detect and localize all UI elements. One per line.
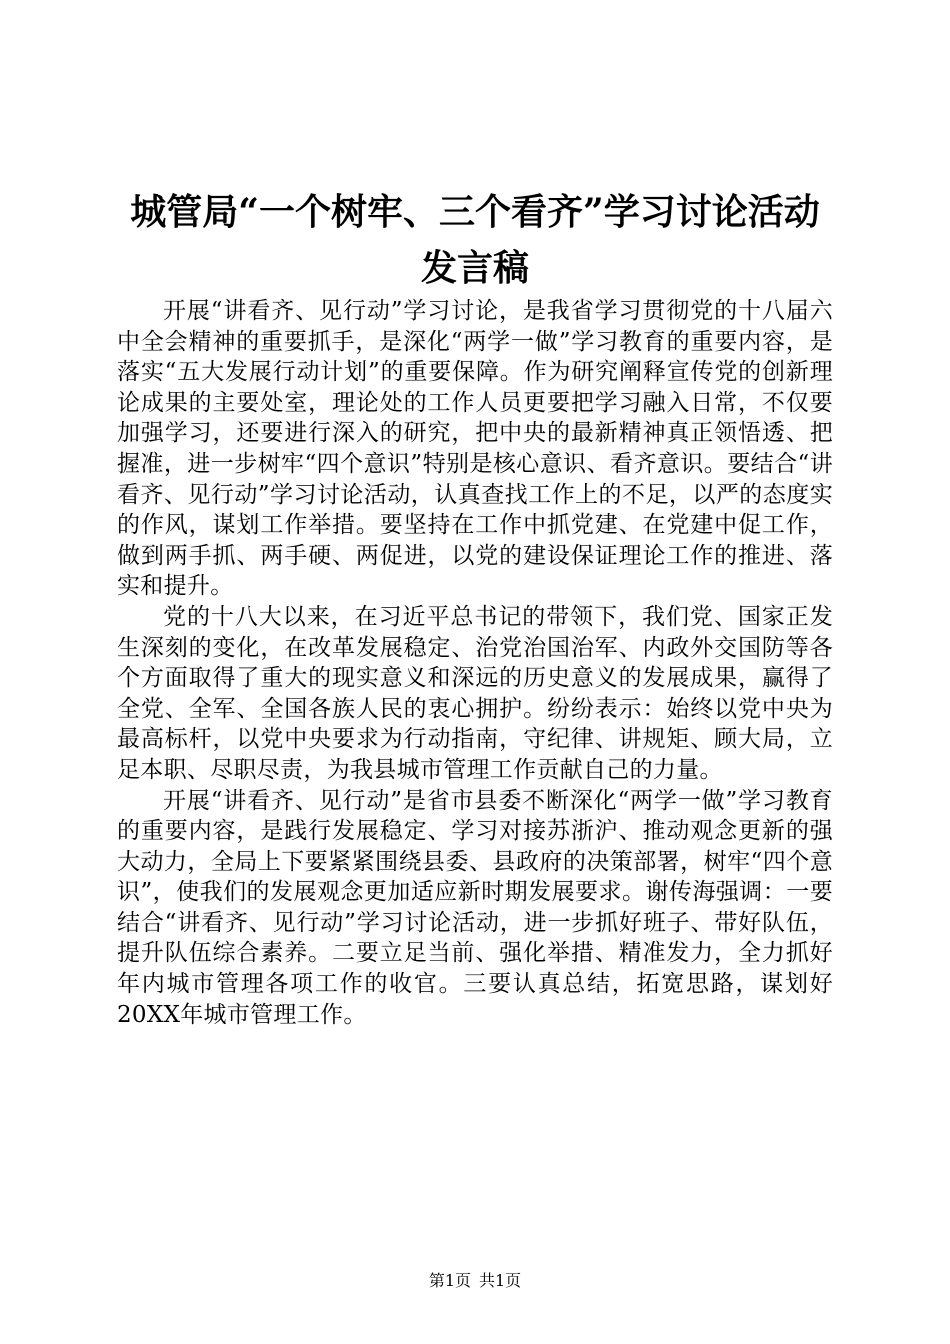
document-body	[117, 296, 833, 1030]
page-total: 共1页	[479, 1271, 522, 1290]
title-line-2: 发言稿	[420, 247, 529, 289]
title-line-1: 城管局“一个树牢、三个看齐”学习讨论活动	[130, 191, 820, 233]
page-footer	[0, 1270, 950, 1292]
page-number: 第1页	[428, 1271, 471, 1290]
paragraph-3: 开展“讲看齐、见行动”是省市县委不断深化“两学一做”学习教育的重要内容，是践行发展稳定、学习对接苏浙沪、推动观念更新的强大动力，全局上下要紧紧围绕县委、县政府的决策部署，树牢“四个意识”，使我们的发展观念更加适应新时期发展要求。谢传海强调：一要结合“讲看齐、见行动”学习讨论活动，进一步抓好班子、带好队伍，提升队伍综合素养。二要立足当前、强化举措、精准发力，全力抓好年内城市管理各项工作的收官。三要认真总结，拓宽思路，谋划好20XX年城市管理工作。	[117, 787, 833, 1028]
paragraph-1: 开展“讲看齐、见行动”学习讨论，是我省学习贯彻党的十八届六中全会精神的重要抓手，是深化“两学一做”学习教育的重要内容，是落实“五大发展行动计划”的重要保障。作为研究阐释宣传党的创新理论成果的主要处室，理论处的工作人员更要把学习融入日常，不仅要加强学习，还要进行深入的研究，把中央的最新精神真正领悟透、把握准，进一步树牢“四个意识”特别是核心意识、看齐意识。要结合“讲看齐、见行动”学习讨论活动，认真查找工作上的不足，以严的态度实的作风，谋划工作举措。要坚持在工作中抓党建、在党建中促工作，做到两手抓、两手硬、两促进，以党的建设保证理论工作的推进、落实和提升。	[117, 298, 833, 600]
document-title	[100, 184, 850, 296]
paragraph-2: 党的十八大以来，在习近平总书记的带领下，我们党、国家正发生深刻的变化，在改革发展稳定、治党治国治军、内政外交国防等各个方面取得了重大的现实意义和深远的历史意义的发展成果，赢得了全党、全军、全国各族人民的衷心拥护。纷纷表示：始终以党中央为最高标杆，以党中央要求为行动指南，守纪律、讲规矩、顾大局，立足本职、尽职尽责，为我县城市管理工作贡献自己的力量。	[117, 603, 833, 783]
